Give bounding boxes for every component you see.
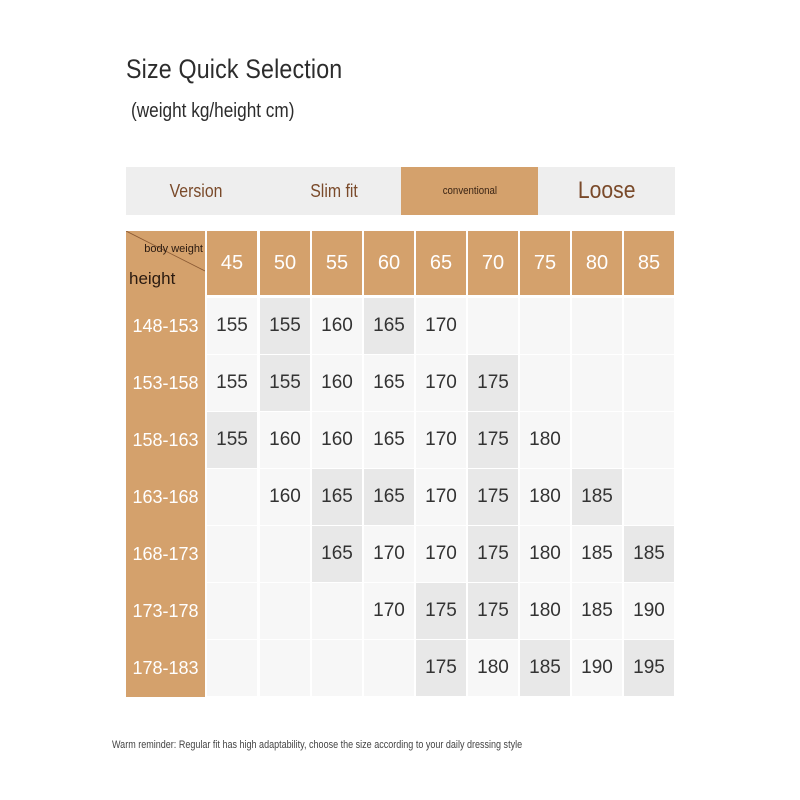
size-cell: 160 [312, 355, 362, 411]
size-cell [207, 583, 257, 639]
size-cell: 175 [468, 469, 518, 525]
size-cell: 165 [364, 298, 414, 354]
size-cell: 170 [416, 355, 466, 411]
size-cell [364, 640, 414, 696]
weight-col-header: 80 [572, 231, 622, 295]
size-cell: 165 [312, 526, 362, 582]
version-conventional: conventional [401, 167, 538, 215]
size-cell: 160 [312, 298, 362, 354]
height-row-header: 178-183 [126, 640, 205, 696]
size-cell: 190 [572, 640, 622, 696]
size-cell [260, 526, 310, 582]
height-row-header: 153-158 [126, 355, 205, 411]
size-cell [572, 355, 622, 411]
weight-col-header: 65 [416, 231, 466, 295]
weight-col-header: 60 [364, 231, 414, 295]
size-cell [260, 583, 310, 639]
size-cell [520, 355, 570, 411]
size-cell: 170 [364, 583, 414, 639]
size-cell [207, 640, 257, 696]
size-cell: 155 [207, 412, 257, 468]
page-subtitle: (weight kg/height cm) [131, 100, 295, 122]
size-cell: 180 [520, 469, 570, 525]
size-cell [312, 583, 362, 639]
size-cell [207, 526, 257, 582]
size-cell: 175 [468, 412, 518, 468]
size-cell [260, 640, 310, 696]
size-cell [572, 298, 622, 354]
weight-col-header: 45 [207, 231, 257, 295]
size-cell: 185 [572, 526, 622, 582]
weight-col-header: 70 [468, 231, 518, 295]
size-cell: 165 [364, 412, 414, 468]
size-cell: 180 [468, 640, 518, 696]
size-cell: 155 [260, 298, 310, 354]
size-cell: 160 [260, 412, 310, 468]
weight-col-header: 50 [260, 231, 310, 295]
size-cell [572, 412, 622, 468]
size-cell: 175 [468, 526, 518, 582]
size-cell: 165 [312, 469, 362, 525]
size-cell: 175 [416, 583, 466, 639]
height-row-header: 158-163 [126, 412, 205, 468]
size-cell: 195 [624, 640, 674, 696]
height-row-header: 163-168 [126, 469, 205, 525]
size-cell: 180 [520, 583, 570, 639]
size-cell: 185 [624, 526, 674, 582]
size-cell: 160 [260, 469, 310, 525]
size-cell: 155 [207, 355, 257, 411]
page-title: Size Quick Selection [126, 54, 343, 84]
size-cell: 180 [520, 412, 570, 468]
size-cell [624, 412, 674, 468]
size-cell: 170 [416, 526, 466, 582]
size-cell: 190 [624, 583, 674, 639]
height-row-header: 168-173 [126, 526, 205, 582]
weight-col-header: 55 [312, 231, 362, 295]
height-row-header: 173-178 [126, 583, 205, 639]
size-cell [468, 298, 518, 354]
size-cell: 185 [520, 640, 570, 696]
corner-height-label: height [129, 269, 176, 288]
size-cell [624, 355, 674, 411]
size-cell: 185 [572, 469, 622, 525]
size-cell: 170 [416, 412, 466, 468]
size-cell: 155 [260, 355, 310, 411]
version-loose: Loose [577, 177, 636, 204]
size-cell [520, 298, 570, 354]
version-slim-fit: Slim fit [309, 180, 358, 201]
size-cell: 180 [520, 526, 570, 582]
weight-col-header: 75 [520, 231, 570, 295]
version-bar [126, 167, 675, 215]
size-cell: 155 [207, 298, 257, 354]
corner-body-weight-label: body weight [144, 243, 203, 255]
size-cell: 165 [364, 469, 414, 525]
size-cell: 170 [364, 526, 414, 582]
warm-reminder: Warm reminder: Regular fit has high adaptability, choose the size according to your daily dressing style [112, 739, 523, 751]
height-row-header: 148-153 [126, 298, 205, 354]
size-cell [207, 469, 257, 525]
size-cell: 175 [416, 640, 466, 696]
weight-col-header: 85 [624, 231, 674, 295]
version-label: Version [169, 180, 223, 201]
table-corner-header [126, 231, 205, 295]
size-cell: 165 [364, 355, 414, 411]
size-cell [624, 298, 674, 354]
size-cell: 185 [572, 583, 622, 639]
size-cell: 170 [416, 469, 466, 525]
size-cell: 175 [468, 583, 518, 639]
size-cell: 170 [416, 298, 466, 354]
size-cell: 160 [312, 412, 362, 468]
size-cell: 175 [468, 355, 518, 411]
size-cell [312, 640, 362, 696]
size-cell [624, 469, 674, 525]
